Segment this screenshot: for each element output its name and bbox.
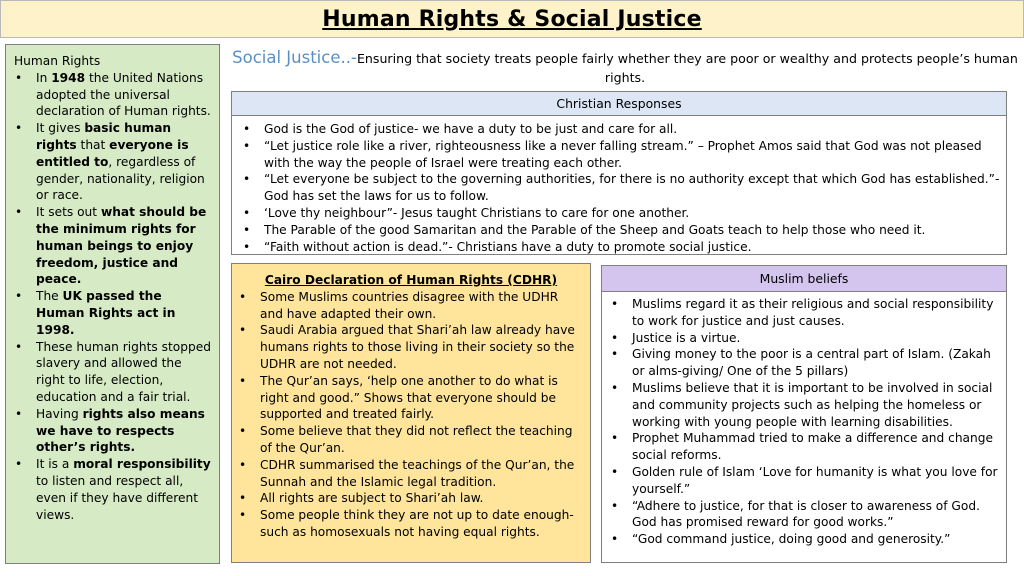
christian-response-item: • ‘Love thy neighbour”- Jesus taught Christians to care for one another.	[242, 205, 1000, 222]
human-rights-text: It sets out	[36, 205, 101, 220]
human-rights-item	[14, 339, 213, 406]
human-rights-item	[14, 288, 213, 338]
muslim-belief-item: • “Adhere to justice, for that is closer to awareness of God. God has promised reward for good works.”	[610, 498, 1002, 532]
human-rights-panel	[5, 44, 220, 564]
human-rights-emphasis: what should be the minimum rights for human beings to enjoy freedom, justice and peace.	[36, 205, 207, 287]
human-rights-item	[14, 120, 213, 204]
human-rights-emphasis: 1948	[51, 70, 86, 85]
human-rights-text: Having	[36, 406, 83, 421]
human-rights-text: In	[36, 70, 52, 85]
human-rights-text: the United Nations adopted the universal declaration of Human rights.	[36, 70, 211, 119]
human-rights-text: , regardless of gender, nationality, religion or race.	[36, 154, 205, 203]
human-rights-heading: Human Rights	[14, 54, 101, 68]
cairo-declaration-item: • CDHR summarised the teachings of the Qur’an, the Sunnah and the Islamic legal tradition.	[238, 457, 584, 491]
human-rights-text: The	[36, 289, 63, 304]
human-rights-emphasis: rights also means we have to respects other’s rights.	[36, 406, 205, 455]
muslim-belief-item: • Golden rule of Islam ‘Love for humanity is what you love for yourself.”	[610, 464, 1002, 498]
human-rights-list	[14, 70, 213, 524]
cairo-declaration-item: • Some believe that they did not reflect the teaching of the Qur’an.	[238, 423, 584, 457]
muslim-beliefs-list	[610, 296, 1002, 548]
social-justice-definition	[232, 48, 1018, 87]
human-rights-item	[14, 70, 213, 120]
christian-response-item: • “Let everyone be subject to the governing authorities, for there is no authority except that which God has established.”- God has set the laws for us to follow.	[242, 171, 1000, 205]
muslim-belief-item: • “God command justice, doing good and generosity.”	[610, 531, 1002, 548]
christian-response-item: • God is the God of justice- we have a duty to be just and care for all.	[242, 121, 1000, 138]
human-rights-text: It is a	[36, 457, 74, 472]
christian-response-item: • “Faith without action is dead.”- Christians have a duty to promote social justice.	[242, 239, 1000, 256]
definition-label: Social Justice..-	[232, 48, 357, 67]
cairo-declaration-panel	[231, 263, 591, 563]
human-rights-emphasis: everyone is entitled to	[36, 137, 189, 169]
human-rights-item	[14, 456, 213, 523]
human-rights-emphasis: UK passed the Human Rights act in 1998.	[36, 289, 176, 337]
human-rights-emphasis: basic human rights	[36, 121, 172, 152]
muslim-belief-item: • Prophet Muhammad tried to make a difference and change social reforms.	[610, 430, 1002, 464]
muslim-belief-item: • Giving money to the poor is a central part of Islam. (Zakah or alms-giving/ One of the 5 pillars)	[610, 346, 1002, 380]
cairo-declaration-heading: Cairo Declaration of Human Rights (CDHR)	[264, 273, 558, 287]
human-rights-emphasis: moral responsibility	[73, 457, 211, 472]
muslim-beliefs-panel	[601, 265, 1007, 563]
cairo-declaration-list	[238, 289, 584, 541]
human-rights-text: These human rights stopped slavery and allowed the right to life, election, education and a fair trial.	[36, 339, 211, 404]
christian-response-item: • “Let justice role like a river, righteousness like a never falling stream.” – Prophet Amos said that God was not pleased with the way the people of Israel were treating each other.	[242, 138, 1000, 172]
cairo-declaration-item: • Saudi Arabia argued that Shari’ah law already have humans rights to those living in their society so the UDHR are not needed.	[238, 322, 584, 372]
muslim-belief-item: • Justice is a virtue.	[610, 330, 1002, 347]
cairo-declaration-item: • Some people think they are not up to date enough- such as homosexuals not having equal rights.	[238, 507, 584, 541]
christian-responses-heading: Christian Responses	[232, 92, 1006, 116]
page-title: Human Rights & Social Justice	[322, 6, 702, 32]
human-rights-item	[14, 406, 213, 456]
cairo-declaration-item: • The Qur’an says, ‘help one another to do what is right and good.” Shows that everyone should be supported and treated fairly.	[238, 373, 584, 423]
human-rights-text: that	[76, 137, 110, 152]
christian-response-item: • The Parable of the good Samaritan and the Parable of the Sheep and Goats teach to help those who need it.	[242, 222, 1000, 239]
definition-text: Ensuring that society treats people fairly whether they are poor or wealthy and protects people’s human rights.	[356, 51, 1018, 85]
human-rights-text: to listen and respect all, even if they have different views.	[36, 473, 198, 522]
title-bar	[0, 0, 1024, 38]
human-rights-item	[14, 204, 213, 288]
cairo-declaration-item: • Some Muslims countries disagree with the UDHR and have adapted their own.	[238, 289, 584, 323]
cairo-declaration-item: • All rights are subject to Shari’ah law.	[238, 490, 584, 507]
christian-responses-list	[242, 121, 1000, 255]
muslim-beliefs-heading: Muslim beliefs	[602, 266, 1006, 292]
christian-responses-panel	[231, 91, 1007, 255]
human-rights-text: It gives	[36, 121, 85, 136]
muslim-belief-item: • Muslims regard it as their religious and social responsibility to work for justice and just causes.	[610, 296, 1002, 330]
muslim-belief-item: • Muslims believe that it is important to be involved in social and community projects such as helping the homeless or working with young people with learning disabilities.	[610, 380, 1002, 430]
